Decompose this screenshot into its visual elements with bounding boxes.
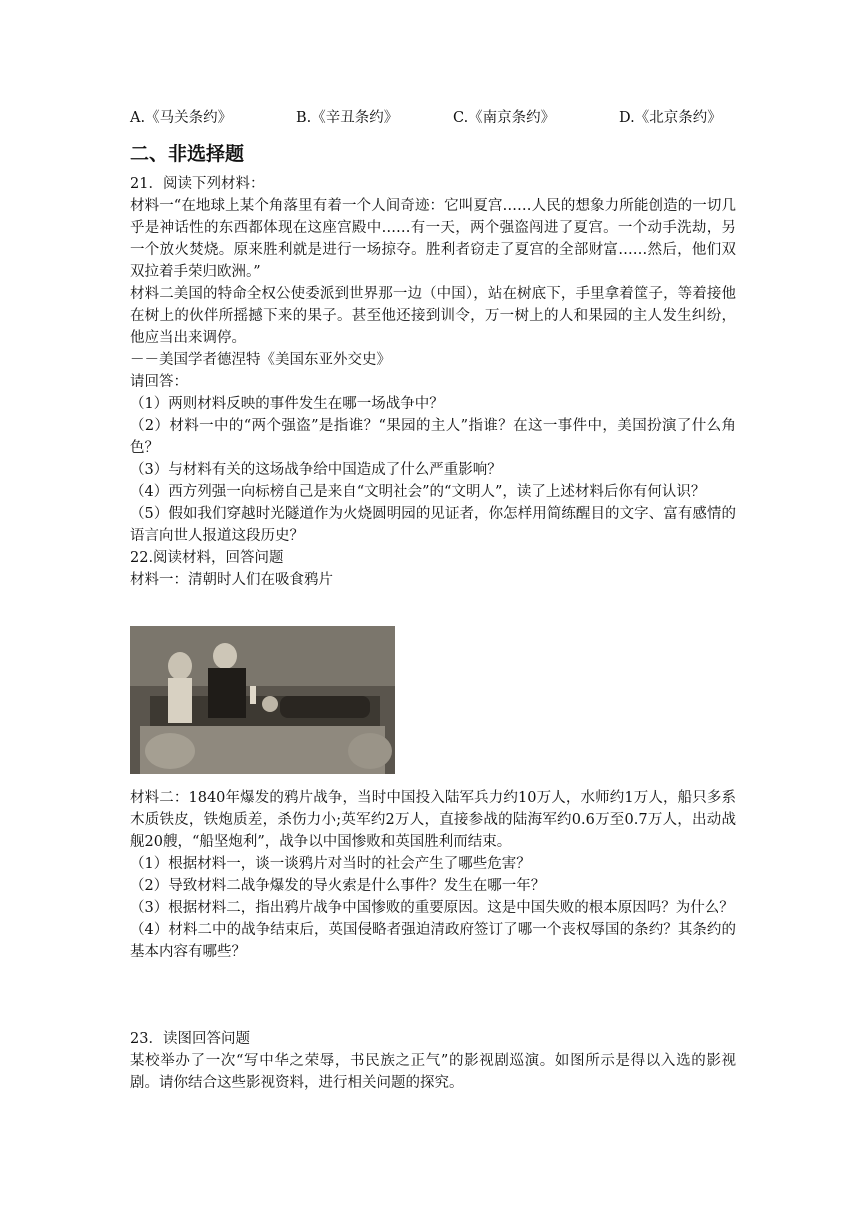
q21-sub4: （4）西方列强一向标榜自己是来自“文明社会”的“文明人”，读了上述材料后你有何认识？	[130, 484, 706, 500]
q21-source: －－美国学者德涅特《美国东亚外交史》	[130, 352, 391, 368]
opium-smoking-photo	[130, 626, 395, 774]
q22-sub1: （1）根据材料一，谈一谈鸦片对当时的社会产生了哪些危害？	[130, 856, 531, 872]
question-21	[130, 173, 736, 591]
option-c: C.《南京条约》	[453, 110, 556, 126]
q22-sub2: （2）导致材料二战争爆发的导火索是什么事件？发生在哪一年？	[130, 878, 546, 894]
q22-material1-caption: 材料一：清朝时人们在吸食鸦片	[130, 572, 333, 588]
q22-title: 22.阅读材料，回答问题	[130, 550, 284, 566]
q21-material1: 材料一“在地球上某个角落里有着一个人间奇迹：它叫夏宫……人民的想象力所能创造的一切几乎是神话性的东西都体现在这座宫殿中……有一天，两个强盗闯进了夏宫。一个动手洗劫，另一个放火焚烧。原来胜利就是进行一场掠夺。胜利者窃走了夏宫的全部财富……然后，他们双双拉着手荣归欧洲。”	[130, 198, 736, 280]
option-d: D.《北京条约》	[619, 110, 722, 126]
question-22-material2	[130, 787, 736, 963]
q21-title: 21．阅读下列材料：	[130, 176, 265, 192]
q21-sub1: （1）两则材料反映的事件发生在哪一场战争中？	[130, 396, 444, 412]
option-a: A.《马关条约》	[130, 110, 233, 126]
q21-prompt: 请回答：	[130, 374, 188, 390]
answer-options	[130, 106, 736, 128]
q21-sub2: （2）材料一中的“两个强盗”是指谁？“果园的主人”指谁？在这一事件中，美国扮演了什么角色？	[130, 418, 736, 456]
option-b: B.《辛丑条约》	[296, 110, 399, 126]
q21-sub5: （5）假如我们穿越时光隧道作为火烧圆明园的见证者，你怎样用简练醒目的文字、富有感情的语言向世人报道这段历史？	[130, 506, 736, 544]
q23-title: 23．读图回答问题	[130, 1031, 250, 1047]
question-23	[130, 1028, 736, 1094]
q22-sub4: （4）材料二中的战争结束后，英国侵略者强迫清政府签订了哪一个丧权辱国的条约？其条约的基本内容有哪些？	[130, 922, 736, 960]
q21-sub3: （3）与材料有关的这场战争给中国造成了什么严重影响？	[130, 462, 502, 478]
q22-material2: 材料二：1840年爆发的鸦片战争，当时中国投入陆军兵力约10万人，水师约1万人，船只多系木质铁皮，铁炮质差，杀伤力小;英军约2万人，直接参战的陆海军约0.6万至0.7万人，出动战舰20艘，“船坚炮利”，战争以中国惨败和英国胜利而结束。	[130, 790, 736, 850]
q23-body: 某校举办了一次“写中华之荣辱，书民族之正气”的影视剧巡演。如图所示是得以入选的影视剧。请你结合这些影视资料，进行相关问题的探究。	[130, 1053, 736, 1091]
q22-sub3: （3）根据材料二，指出鸦片战争中国惨败的重要原因。这是中国失败的根本原因吗？为什么？	[130, 900, 734, 916]
q21-material2: 材料二美国的特命全权公使委派到世界那一边（中国），站在树底下，手里拿着筐子，等着接他在树上的伙伴所摇撼下来的果子。甚至他还接到训令，万一树上的人和果园的主人发生纠纷，他应当出来调停。	[130, 286, 736, 346]
section-title: 二、非选择题	[130, 143, 245, 165]
photo-illustration	[130, 626, 395, 774]
